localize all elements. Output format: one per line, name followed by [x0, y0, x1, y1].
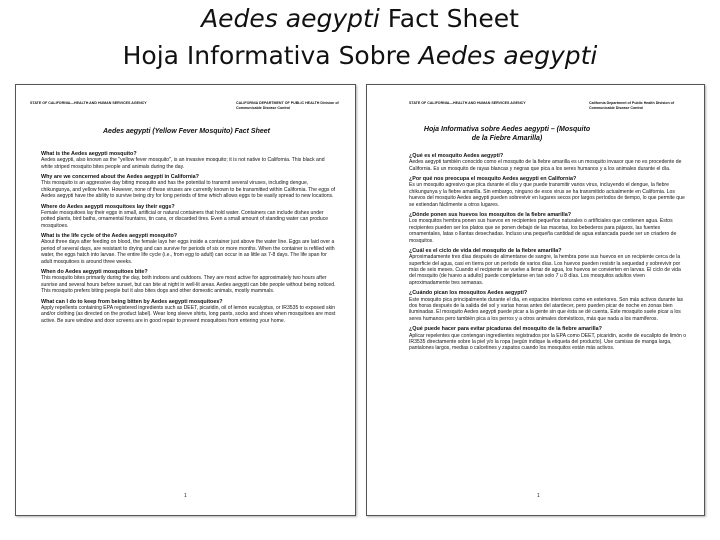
section-answer: About three days after feeding on blood, the female lays her eggs inside a container just above the water line. Eggs are laid over a period of several days, are resistant to drying and can survive for periods of six or more months. When the container is refilled with water, the eggs hatch into larvae. The entire life cycle (i.e., from egg to adult) can occur in as little as 7-8 days. The life span for adult mosquitoes is around three weeks. [41, 239, 335, 265]
english-sections [41, 147, 336, 324]
section-answer: Aedes aegypti, also known as the "yellow fever mosquito", is an invasive mosquito; it is not native to California. This black and white striped mosquito bites people and animals during the day. [41, 157, 325, 170]
english-fact-sheet-page [15, 84, 356, 516]
slide-subtitle-species: Aedes aegypti [418, 41, 598, 70]
section-question: ¿Por qué nos preocupa el mosquito Aedes aegypti en California? [409, 176, 577, 183]
spanish-header-department: California Department of Public Health Division of Communicable Disease Control [589, 101, 675, 110]
section-question: What is the life cycle of the Aedes aegypti mosquito? [41, 233, 178, 240]
slide-title-species: Aedes aegypti [201, 4, 380, 33]
section-answer: This mosquito bites primarily during the day, both indoors and outdoors. They are most active for approximately two hours after sunrise and several hours before sunset, but can bite at night in well-lit areas. Aedes aegypti can bite people without being noticed. This mosquito prefers biting people but it also bites dogs and other domestic animals, mostly mammals. [41, 275, 336, 295]
section-answer: Aplicar repelentes que contengan ingredientes registrados por la EPA como DEET, picaridin, aceite de eucalipto de limón o IR3535 directamente sobre la piel y/o la ropa (según indique la etiqueta del producto). Use camisas de manga larga, pantalones largos, medias o calcetines y zapatos cuando los mosquitos están más activos. [409, 332, 687, 352]
spanish-fact-sheet-page [366, 84, 705, 516]
english-header-department: CALIFORNIA DEPARTMENT OF PUBLIC HEALTH Division of Communicable Disease Control [236, 101, 339, 110]
section-answer: Aedes aegypti también conocido como el mosquito de la fiebre amarilla es un mosquito invasor que no es procedente de California. Es un mosquito de rayas blancas y negras que pica a los seres humanos y a los animales durante el día. [409, 159, 682, 172]
section-answer: Aproximadamente tres días después de alimentarse de sangre, la hembra pone sus huevos en un recipiente cerca de la superficie del agua, casi en tierra por un período de varios días. Los huevos pueden resistir la sequedad y sobrevivir por más de seis meses. Cuando el recipiente se vuelve a llenar de agua, los huevos se convierten en larvas. El ciclo de vida del mosquito (de huevo a adulto) puede completarse en tan solo 7 u 8 días. Los mosquitos adultos viven aproximadamente tres semanas. [409, 254, 681, 286]
section-question: Why are we concerned about the Aedes aegypti in California? [41, 174, 199, 181]
section-question: ¿Qué puede hacer para evitar picaduras del mosquito de la fiebre amarilla? [409, 326, 602, 333]
section-answer: This mosquito is an aggressive day biting mosquito and has the potential to transmit several viruses, including dengue, chikungunya, and yellow fever. However, none of these viruses are currently known to be transmitted within California. The eggs of Aedes aegypti have the ability to survive being dry for long periods of time which allows eggs to be easily spread to new locations. [41, 180, 336, 200]
section-question: ¿Cuándo pican los mosquitos Aedes aegypti? [409, 290, 528, 297]
section-question: ¿Dónde ponen sus huevos los mosquitos de la fiebre amarilla? [409, 212, 572, 219]
section-answer: Female mosquitoes lay their eggs in small, artificial or natural containers that hold water. Containers can include dishes under potted plants, bird baths, ornamental fountains, tin cans, or discarded tires. Even a small amount of standing water can produce mosquitoes. [41, 209, 329, 229]
slide-title-line-1 [0, 2, 720, 36]
spanish-sections [409, 149, 687, 352]
english-page-title: Aedes aegypti (Yellow Fever Mosquito) Fact Sheet [103, 128, 270, 135]
spanish-header-agency: STATE OF CALIFORNIA—HEALTH AND HUMAN SERVICES AGENCY [409, 101, 526, 105]
spanish-page-number: 1 [537, 493, 540, 499]
section-answer: Es un mosquito agresivo que pica durante el día y que puede transmitir varios virus, incluyendo el dengue, la fiebre chikungunya y la fiebre amarilla. Sin embargo, ninguno de esos virus se ha transmitido actualmente en California. Los huevos del mosquito Aedes aegypti pueden sobrevivir en lugares secos por largos períodos de tiempo, lo que permite que se extiendan fácilmente a otros lugares. [409, 182, 685, 208]
section-question: Where do Aedes aegypti mosquitoes lay their eggs? [41, 203, 175, 210]
english-page-number: 1 [184, 493, 187, 499]
section-answer: Los mosquitos hembra ponen sus huevos en recipientes pequeños naturales o artificiales que contienen agua. Estos recipientes pueden ser los platos que se ponen debajo de las macetas, los bebederos para pájaros, las fuentes ornamentales, latas o llantas desechadas. Incluso una pequeña cantidad de agua estancada puede ser un criadero de mosquitos. [409, 218, 677, 244]
slide-title-rest: Fact Sheet [387, 4, 519, 33]
slide-subtitle-prefix: Hoja Informativa Sobre [122, 41, 411, 70]
section-question: When do Aedes aegypti mosquitoes bite? [41, 269, 148, 276]
slide-title-line-2 [0, 39, 720, 73]
section-question: What can I do to keep from being bitten by Aedes aegypti mosquitoes? [41, 298, 223, 305]
spanish-page-title: Hoja Informativa sobre Aedes aegypti – (Mosquito de la Fiebre Amarilla) [423, 126, 591, 142]
section-answer: Este mosquito pica principalmente durante el día, en espacios interiores como en exteriores. Son más activos durante las dos horas después de la salida del sol y varias horas antes del atardecer, pero pueden picar de noche en zonas bien iluminadas. El mosquito Aedes aegypti puede picar a la gente sin que ésta se dé cuenta. Este mosquito suele picar a los seres humanos pero también pica a los perros y a otros animales domésticos, más que nada a los mamíferos. [409, 296, 684, 322]
section-answer: Apply repellents containing EPA registered ingredients such as DEET, picaridin, oil of lemon eucalyptus, or IR3535 to exposed skin and/or clothing (as directed on the product label). Wear long sleeve shirts, long pants, socks and shoes when mosquitoes are most active. Be sure window and door screens are in good repair to prevent mosquitoes from entering your home. [41, 304, 336, 324]
section-question: ¿Qué es el mosquito Aedes aegypti? [409, 153, 504, 159]
english-header-agency: STATE OF CALIFORNIA—HEALTH AND HUMAN SERVICES AGENCY [30, 101, 147, 105]
section-question: ¿Cuál es el ciclo de vida del mosquito de la fiebre amarilla? [409, 247, 562, 254]
section-question: What is the Aedes aegypti mosquito? [41, 151, 137, 157]
